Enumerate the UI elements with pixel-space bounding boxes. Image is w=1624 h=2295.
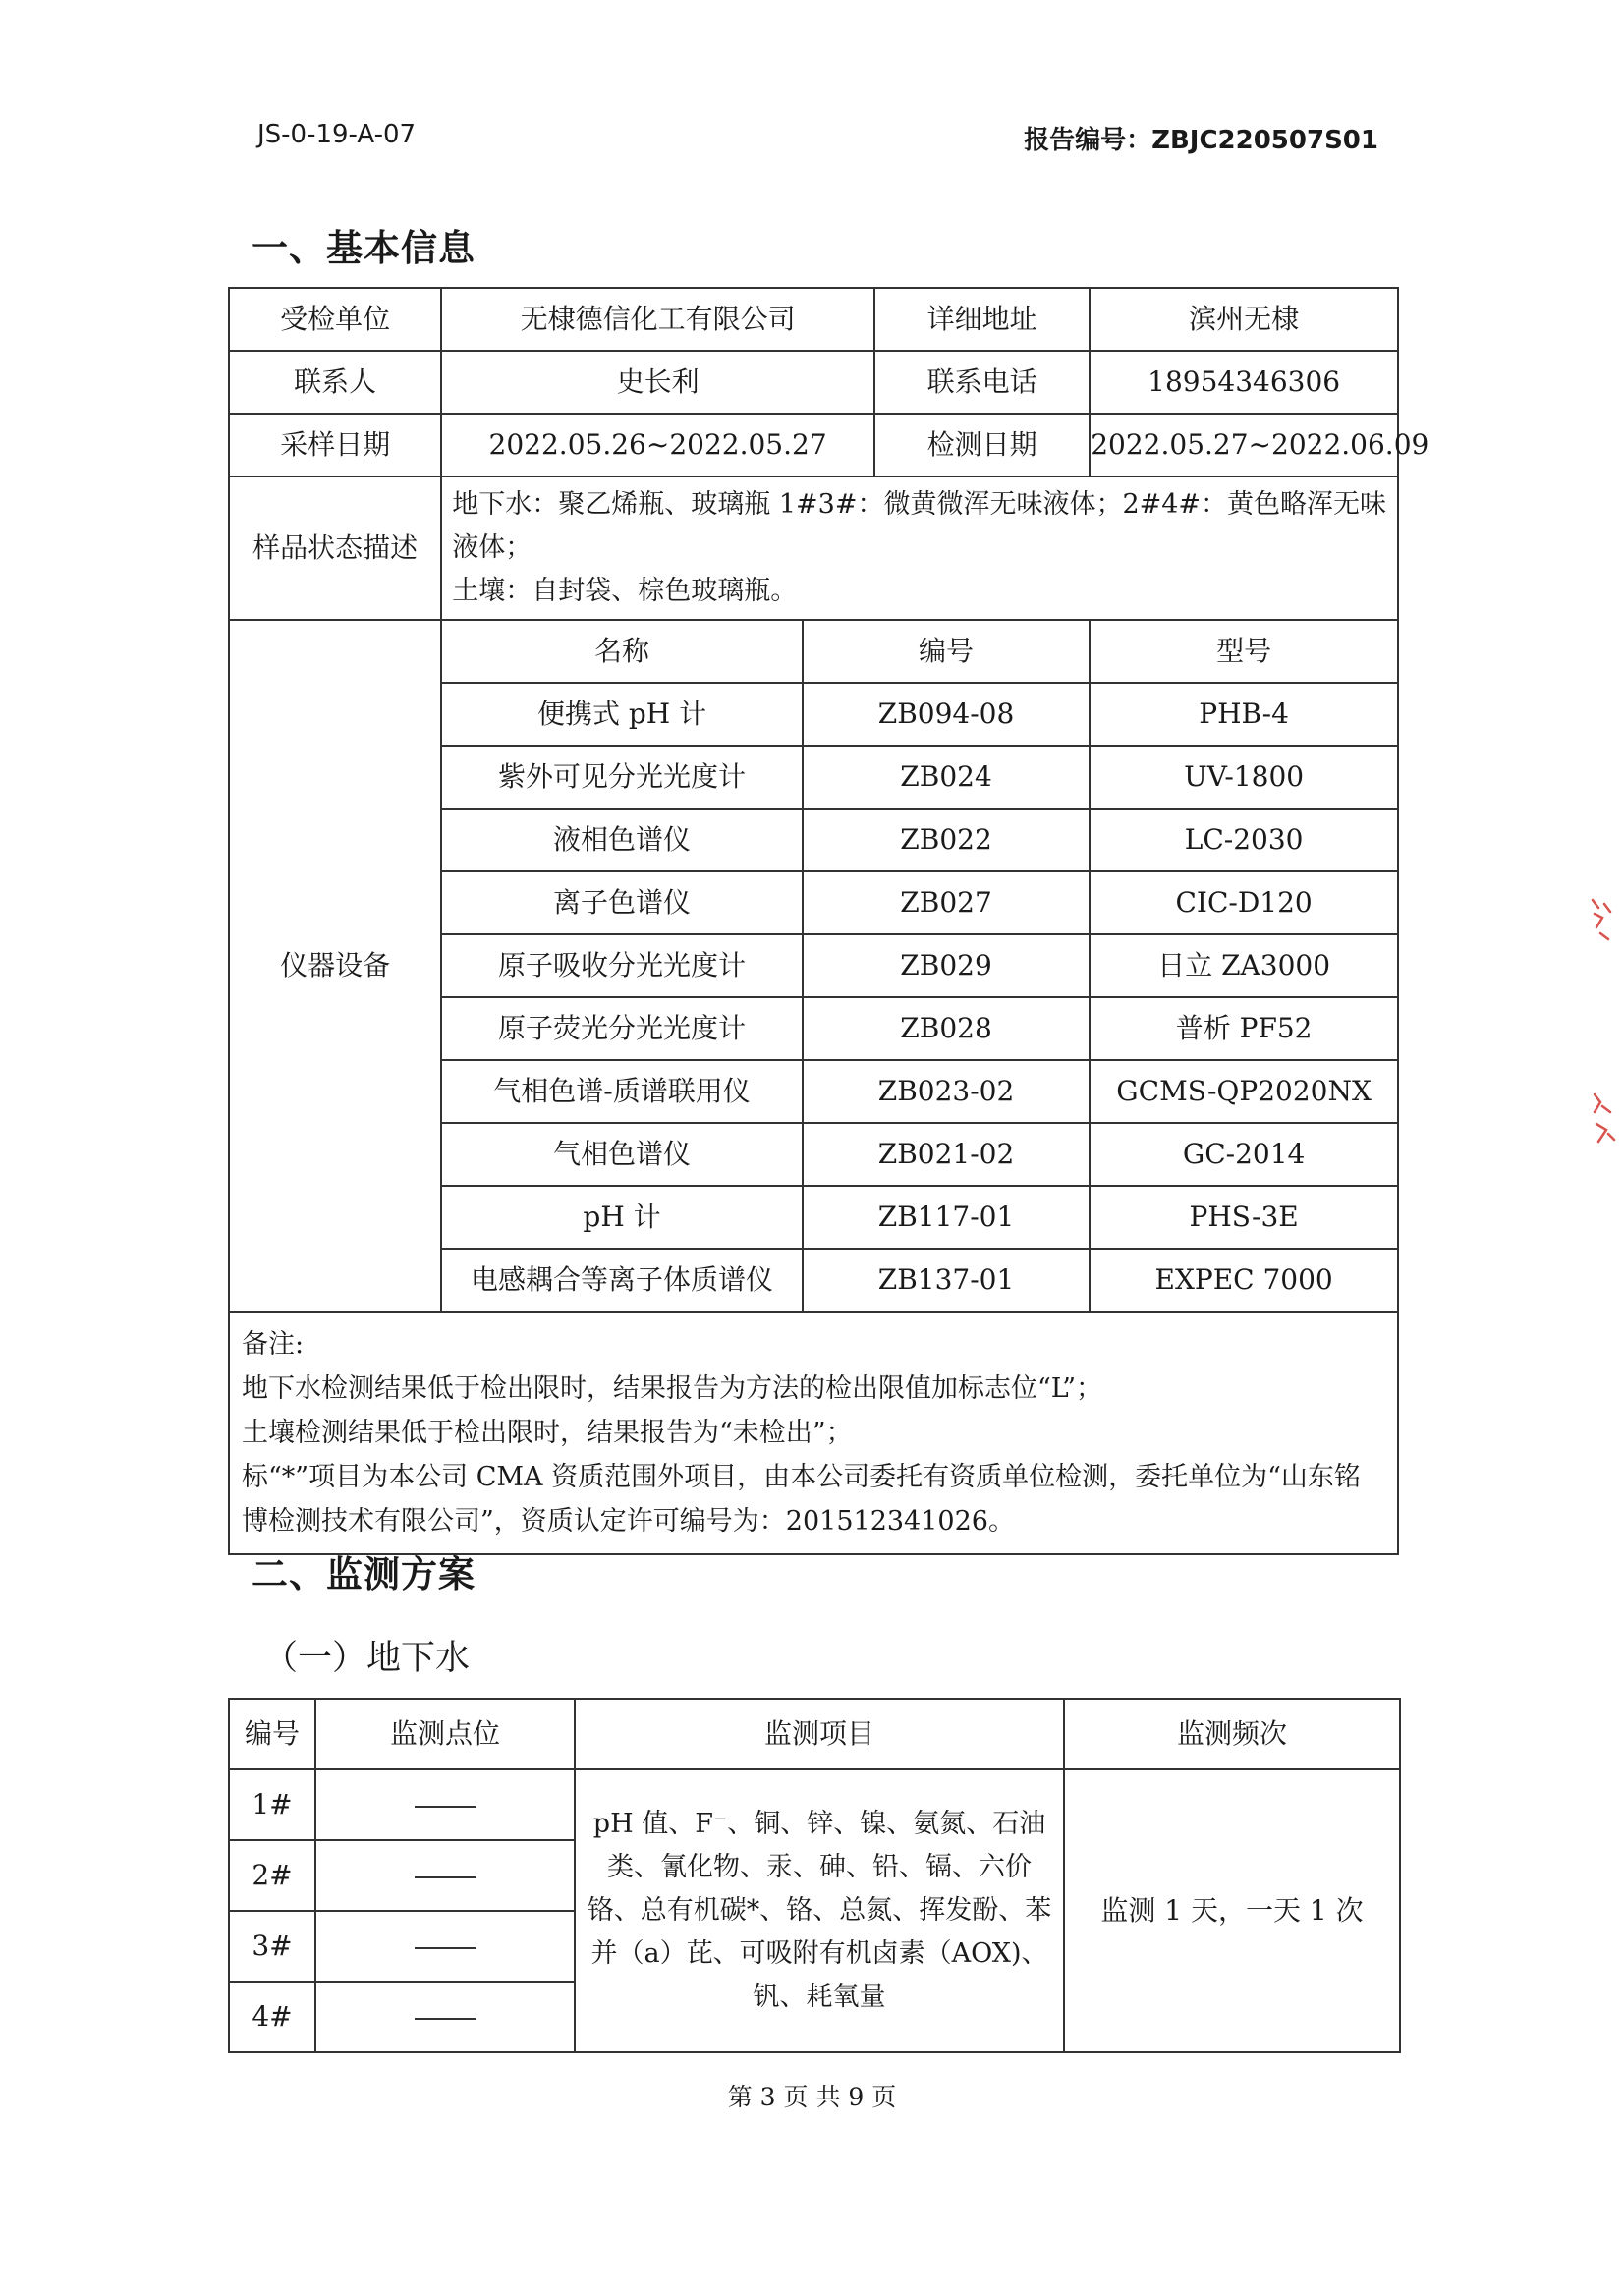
notes-row [229, 1312, 1398, 1554]
equipment-model: CIC-D120 [1090, 871, 1398, 934]
dash-mark [415, 1806, 476, 1808]
equipment-header-name: 名称 [441, 620, 803, 683]
equipment-name: 液相色谱仪 [441, 809, 803, 871]
equipment-model: GCMS-QP2020NX [1090, 1060, 1398, 1123]
test-date-label: 检测日期 [874, 414, 1090, 476]
equipment-name: 气相色谱-质谱联用仪 [441, 1060, 803, 1123]
equipment-id: ZB137-01 [803, 1249, 1090, 1312]
section-title-monitoring-plan: 二、监测方案 [252, 1553, 476, 1595]
monitoring-items: pH 值、F⁻、铜、锌、镍、氨氮、石油类、氰化物、汞、砷、铅、镉、六价铬、总有机碳*、铬、总氮、挥发酚、苯并（a）芘、可吸附有机卤素（AOX)、钒、耗氧量 [575, 1769, 1064, 2052]
equipment-name: 电感耦合等离子体质谱仪 [441, 1249, 803, 1312]
notes-title: 备注: [242, 1329, 305, 1360]
basic-info-table [228, 287, 1429, 1555]
point-id: 3# [229, 1911, 315, 1982]
header-id: 编号 [229, 1699, 315, 1769]
equipment-name: 便携式 pH 计 [441, 683, 803, 746]
address-value: 滨州无棣 [1090, 288, 1398, 351]
equipment-id: ZB027 [803, 871, 1090, 934]
equipment-name: pH 计 [441, 1186, 803, 1249]
equipment-id: ZB021-02 [803, 1123, 1090, 1186]
notes-cell [229, 1312, 1398, 1554]
equipment-id: ZB117-01 [803, 1186, 1090, 1249]
section-title-basic-info: 一、基本信息 [252, 227, 476, 269]
stamp-fragment-icon [1589, 1091, 1618, 1149]
equipment-header-id: 编号 [803, 620, 1090, 683]
sample-desc-line: 土壤：自封袋、棕色玻璃瓶。 [452, 576, 798, 606]
equipment-id: ZB022 [803, 809, 1090, 871]
equipment-header-model: 型号 [1090, 620, 1398, 683]
equipment-name: 原子吸收分光光度计 [441, 934, 803, 997]
dash-mark [415, 2018, 476, 2020]
note-line: 标“*”项目为本公司 CMA 资质范围外项目，由本公司委托有资质单位检测，委托单位为“山东铭博检测技术有限公司”，资质认定许可编号为：201512341026。 [242, 1462, 1361, 1537]
row-contact [229, 351, 1398, 414]
report-number-label: 报告编号： [1024, 126, 1152, 155]
monitoring-row [229, 1769, 1400, 1840]
header-items: 监测项目 [575, 1699, 1064, 1769]
equipment-id: ZB094-08 [803, 683, 1090, 746]
equipment-label: 仪器设备 [229, 620, 441, 1312]
inspected-unit-value: 无棣德信化工有限公司 [441, 288, 874, 351]
point-location [315, 1911, 575, 1982]
sampling-date-value: 2022.05.26~2022.05.27 [441, 414, 874, 476]
equipment-id: ZB023-02 [803, 1060, 1090, 1123]
contact-value: 史长利 [441, 351, 874, 414]
monitoring-header-row [229, 1699, 1400, 1769]
equipment-model: PHB-4 [1090, 683, 1398, 746]
point-id: 1# [229, 1769, 315, 1840]
point-location [315, 1769, 575, 1840]
header-frequency: 监测频次 [1064, 1699, 1400, 1769]
equipment-model: 普析 PF52 [1090, 997, 1398, 1060]
note-line: 地下水检测结果低于检出限时，结果报告为方法的检出限值加标志位“L”； [242, 1373, 1103, 1404]
equipment-name: 紫外可见分光光度计 [441, 746, 803, 809]
contact-label: 联系人 [229, 351, 441, 414]
equipment-name: 气相色谱仪 [441, 1123, 803, 1186]
address-label: 详细地址 [874, 288, 1090, 351]
subsection-title-groundwater: （一）地下水 [263, 1639, 471, 1678]
phone-label: 联系电话 [874, 351, 1090, 414]
inspected-unit-label: 受检单位 [229, 288, 441, 351]
dash-mark [415, 1947, 476, 1949]
equipment-header-row [229, 620, 1398, 683]
report-number [1024, 120, 1378, 156]
point-location [315, 1840, 575, 1911]
equipment-model: GC-2014 [1090, 1123, 1398, 1186]
equipment-id: ZB024 [803, 746, 1090, 809]
header-point: 监测点位 [315, 1699, 575, 1769]
note-line: 土壤检测结果低于检出限时，结果报告为“未检出”； [242, 1418, 853, 1448]
report-number-value: ZBJC220507S01 [1151, 126, 1378, 155]
page-footer: 第 3 页 共 9 页 [727, 2083, 897, 2111]
point-id: 2# [229, 1840, 315, 1911]
test-date-value: 2022.05.27~2022.06.09 [1090, 414, 1398, 476]
row-dates [229, 414, 1398, 476]
point-id: 4# [229, 1982, 315, 2052]
equipment-model: LC-2030 [1090, 809, 1398, 871]
equipment-model: EXPEC 7000 [1090, 1249, 1398, 1312]
equipment-model: UV-1800 [1090, 746, 1398, 809]
groundwater-monitoring-table [228, 1698, 1401, 2053]
equipment-model: PHS-3E [1090, 1186, 1398, 1249]
equipment-name: 原子荧光分光光度计 [441, 997, 803, 1060]
equipment-id: ZB029 [803, 934, 1090, 997]
sample-desc-line: 地下水：聚乙烯瓶、玻璃瓶 1#3#：微黄微浑无味液体；2#4#：黄色略浑无味液体； [452, 489, 1387, 563]
equipment-model: 日立 ZA3000 [1090, 934, 1398, 997]
monitoring-frequency: 监测 1 天，一天 1 次 [1064, 1769, 1400, 2052]
equipment-id: ZB028 [803, 997, 1090, 1060]
row-inspected-unit [229, 288, 1398, 351]
point-location [315, 1982, 575, 2052]
sampling-date-label: 采样日期 [229, 414, 441, 476]
dash-mark [415, 1876, 476, 1878]
phone-value: 18954346306 [1090, 351, 1398, 414]
stamp-fragment-icon [1589, 894, 1618, 953]
doc-code: JS-0-19-A-07 [257, 120, 417, 149]
sample-desc-value [441, 476, 1398, 620]
equipment-name: 离子色谱仪 [441, 871, 803, 934]
row-sample-desc [229, 476, 1398, 620]
sample-desc-label: 样品状态描述 [229, 476, 441, 620]
